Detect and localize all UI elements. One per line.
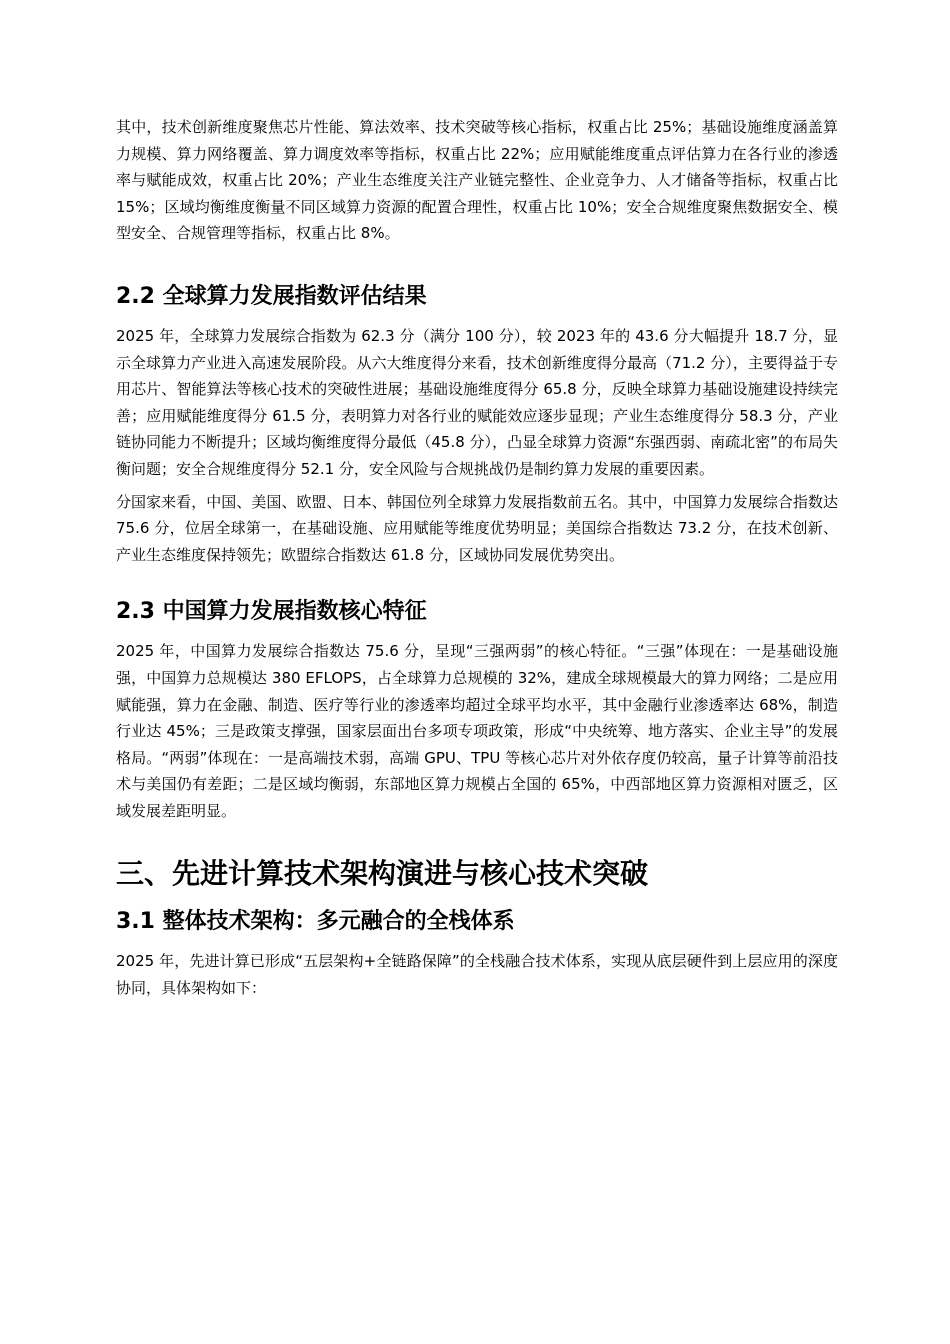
document-page <box>116 114 838 1002</box>
section-2-2-paragraph-1: 2025 年，全球算力发展综合指数为 62.3 分（满分 100 分），较 2023 年的 43.6 分大幅提升 18.7 分，显示全球算力产业进入高速发展阶段。从六大维度得分来看，技术创新维度得分最高（71.2 分），主要得益于专用芯片、智能算法等核心技术的突破性进展；基础设施维度得分 65.8 分，反映全球算力基础设施建设持续完善；应用赋能维度得分 61.5 分，表明算力对各行业的赋能效应逐步显现；产业生态维度得分 58.3 分，产业链协同能力不断提升；区域均衡维度得分最低（45.8 分），凸显全球算力资源“东强西弱、南疏北密”的布局失衡问题；安全合规维度得分 52.1 分，安全风险与合规挑战仍是制约算力发展的重要因素。 <box>116 326 838 478</box>
section-3-heading: 三、先进计算技术架构演进与核心技术突破 <box>116 857 649 891</box>
section-2-3-paragraph: 2025 年，中国算力发展综合指数达 75.6 分，呈现“三强两弱”的核心特征。“三强”体现在：一是基础设施强，中国算力总规模达 380 EFLOPS，占全球算力总规模的 32%，建成全球规模最大的算力网络；二是应用赋能强，算力在金融、制造、医疗等行业的渗透率均超过全球平均水平，其中金融行业渗透率达 68%，制造行业达 45%；三是政策支撑强，国家层面出台多项专项政策，形成“中央统筹、地方落实、企业主导”的发展格局。“两弱”体现在：一是高端技术弱，高端 GPU、TPU 等核心芯片对外依存度仍较高，量子计算等前沿技术与美国仍有差距；二是区域均衡弱，东部地区算力规模占全国的 65%，中西部地区算力资源相对匮乏，区域发展差距明显。 <box>116 642 838 820</box>
section-3-1-paragraph: 2025 年，先进计算已形成“五层架构+全链路保障”的全栈融合技术体系，实现从底层硬件到上层应用的深度协同，具体架构如下： <box>116 952 838 998</box>
section-2-2-paragraph-2: 分国家来看，中国、美国、欧盟、日本、韩国位列全球算力发展指数前五名。其中，中国算力发展综合指数达 75.6 分，位居全球第一，在基础设施、应用赋能等维度优势明显；美国综合指数达 73.2 分，在技术创新、产业生态维度保持领先；欧盟综合指数达 61.8 分，区域协同发展优势突出。 <box>116 492 838 564</box>
section-3-1-heading: 3.1 整体技术架构：多元融合的全栈体系 <box>116 909 515 935</box>
intro-paragraph: 其中，技术创新维度聚焦芯片性能、算法效率、技术突破等核心指标，权重占比 25%；基础设施维度涵盖算力规模、算力网络覆盖、算力调度效率等指标，权重占比 22%；应用赋能维度重点评估算力在各行业的渗透率与赋能成效，权重占比 20%；产业生态维度关注产业链完整性、企业竞争力、人才储备等指标，权重占比 15%；区域均衡维度衡量不同区域算力资源的配置合理性，权重占比 10%；安全合规维度聚焦数据安全、模型安全、合规管理等指标，权重占比 8%。 <box>116 118 838 243</box>
section-2-3-heading: 2.3 中国算力发展指数核心特征 <box>116 599 427 625</box>
section-2-2-heading: 2.2 全球算力发展指数评估结果 <box>116 283 427 309</box>
